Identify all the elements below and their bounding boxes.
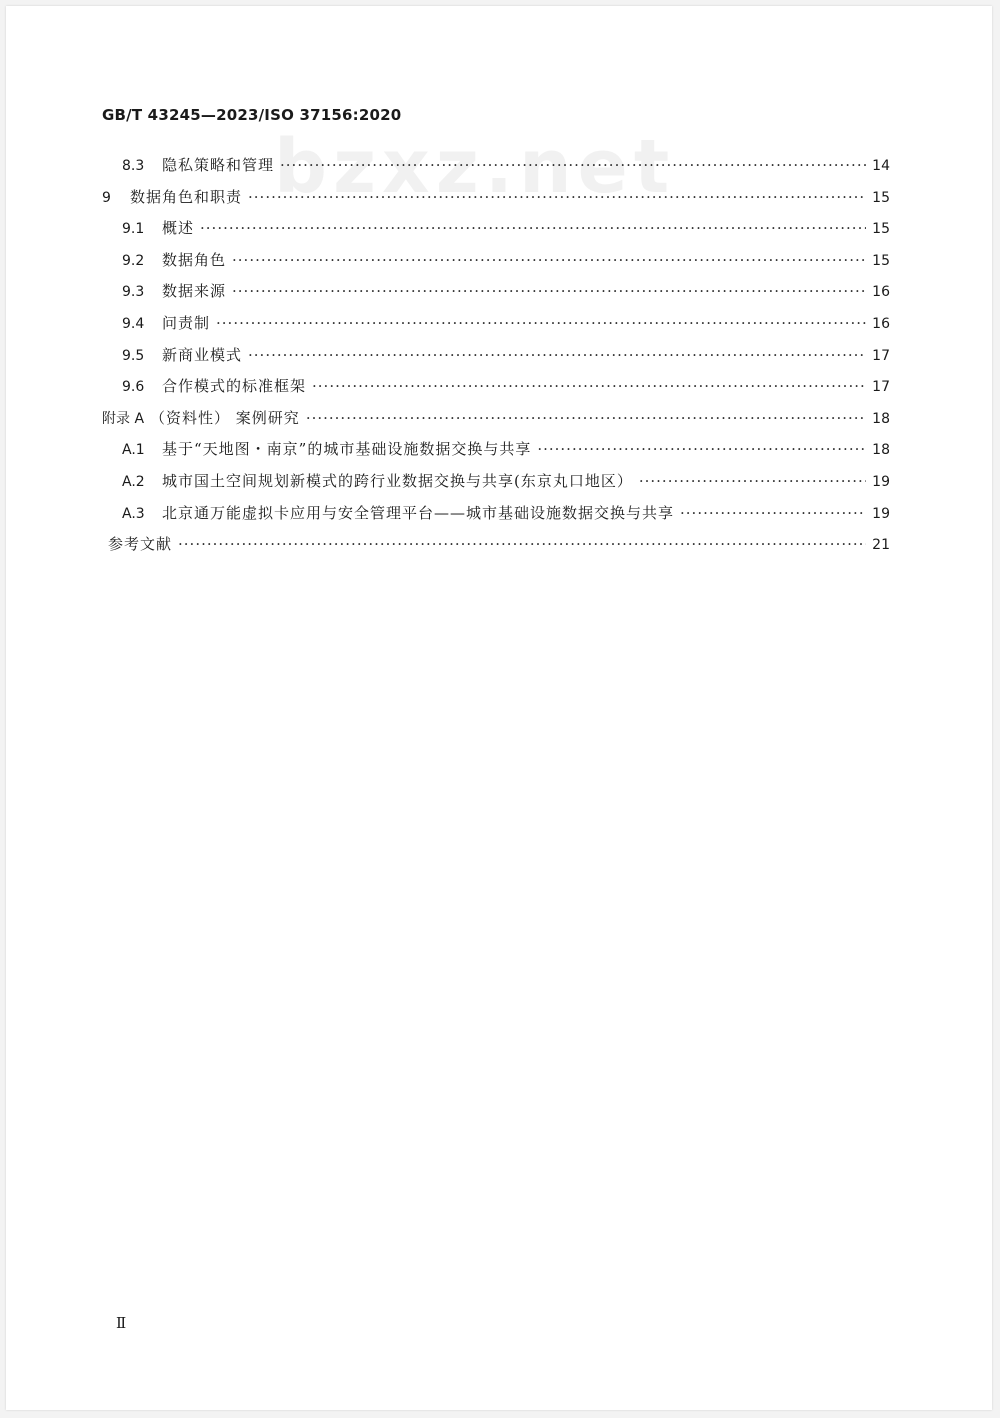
toc-entry-9-4[interactable]: [102, 308, 890, 340]
toc-leader-dots: [178, 529, 866, 561]
toc-page-number: 17: [872, 347, 890, 364]
toc-page-number: 15: [872, 252, 890, 269]
toc-entry-9-6[interactable]: [102, 371, 890, 403]
toc-title: 数据角色和职责: [130, 187, 243, 206]
toc-number: 8.3: [122, 158, 145, 174]
toc-page-number: 19: [872, 505, 890, 522]
toc-number: 9.6: [122, 379, 145, 396]
toc-title: 新商业模式: [162, 345, 243, 364]
toc-number: 9.4: [122, 315, 145, 332]
toc-title: 数据角色: [162, 250, 227, 269]
toc-leader-dots: [306, 403, 866, 435]
toc-entry-a-1[interactable]: [102, 434, 890, 466]
toc-entry-9[interactable]: [102, 182, 890, 214]
toc-entry-9-2[interactable]: [102, 245, 890, 277]
toc-page-number: 17: [872, 379, 890, 396]
toc-leader-dots: [537, 434, 866, 466]
toc-number: A.2: [122, 473, 145, 490]
table-of-contents: [102, 150, 890, 561]
toc-leader-dots: [280, 150, 866, 182]
toc-page-number: 15: [872, 189, 890, 206]
toc-leader-dots: [216, 308, 866, 340]
toc-title: 合作模式的标准框架: [162, 377, 307, 396]
toc-leader-dots: [680, 498, 866, 530]
watermark: bzxz.net: [274, 124, 676, 210]
toc-page-number: 14: [872, 158, 890, 174]
toc-page-number: 18: [872, 410, 890, 427]
toc-number: 9.2: [122, 252, 145, 269]
toc-number: A.1: [122, 442, 145, 459]
toc-leader-dots: [248, 182, 866, 214]
toc-entry-references[interactable]: [102, 529, 890, 561]
toc-number: 9.5: [122, 347, 145, 364]
toc-title: 隐私策略和管理: [162, 156, 275, 174]
toc-page-number: 18: [872, 442, 890, 459]
toc-leader-dots: [200, 213, 866, 245]
toc-number: 9: [102, 189, 111, 206]
toc-entry-9-1[interactable]: [102, 213, 890, 245]
toc-leader-dots: [312, 371, 866, 403]
toc-title: 参考文献: [108, 535, 173, 554]
toc-title: 数据来源: [162, 282, 227, 301]
toc-entry-appendix-a[interactable]: [102, 403, 890, 435]
toc-entry-a-2[interactable]: [102, 466, 890, 498]
toc-page-number: 19: [872, 473, 890, 490]
toc-leader-dots: [232, 276, 866, 308]
toc-number: 9.3: [122, 284, 145, 301]
toc-leader-dots: [232, 245, 866, 277]
toc-leader-dots: [248, 340, 866, 372]
toc-entry-8-3[interactable]: [102, 150, 890, 182]
toc-entry-9-5[interactable]: [102, 340, 890, 372]
toc-page-number: 15: [872, 221, 890, 238]
toc-title: 概述: [162, 219, 195, 238]
toc-number: 9.1: [122, 221, 145, 238]
toc-page-number: 16: [872, 315, 890, 332]
toc-number: A.3: [122, 505, 145, 522]
toc-number: 附录 A: [102, 410, 145, 427]
toc-title: 城市国土空间规划新模式的跨行业数据交换与共享(东京丸口地区）: [162, 471, 633, 490]
toc-entry-9-3[interactable]: [102, 276, 890, 308]
page-number-footer: Ⅱ: [116, 1314, 127, 1332]
toc-leader-dots: [639, 466, 866, 498]
toc-title: 基于“天地图・南京”的城市基础设施数据交换与共享: [162, 440, 532, 459]
toc-title: （资料性） 案例研究: [150, 408, 300, 427]
toc-title: 问责制: [162, 313, 211, 332]
toc-title: 北京通万能虚拟卡应用与安全管理平台——城市基础设施数据交换与共享: [162, 503, 675, 522]
document-page: [6, 6, 992, 1410]
toc-entry-a-3[interactable]: [102, 498, 890, 530]
standard-code-header: GB/T 43245—2023/ISO 37156:2020: [102, 106, 402, 124]
toc-page-number: 21: [872, 537, 890, 554]
toc-page-number: 16: [872, 284, 890, 301]
